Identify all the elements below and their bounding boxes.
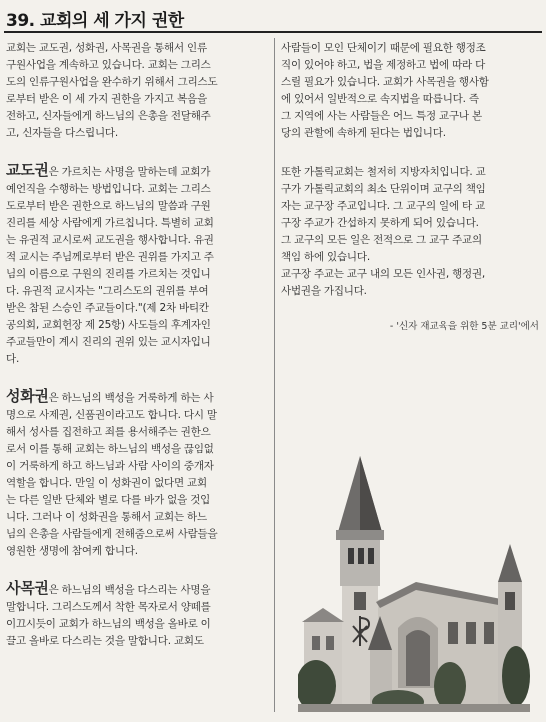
intro-paragraph: 교회는 교도권, 성화권, 사목권을 통해서 인류 구원사업을 계속하고 있습니다. 교회는 그리스 도의 인류구원사업을 완수하기 위해서 그리스도 로부터 받은 이 세 가지 권한을 가지고 복음을 전하고, 신자들에게 하느님의 은총을 전달해주 고, 신자들을 다스립니다. [6,42,218,139]
right-paragraph-1: 사람들이 모인 단체이기 때문에 필요한 행정조 직이 있어야 하고, 법을 제정하고 법에 따라 다 스릴 필요가 있습니다. 교회가 사목권을 행사함 에 있어서 일반적으로 속지법을 따릅니다. 즉 그 지역에 사는 사람들은 어느 특정 교구나 본 당의 관할에 속하게 된다는 법입니다. [281,42,489,139]
page-title: 39. 교회의 세 가지 권한 [6,11,184,31]
right-column [281,40,539,332]
section-teaching [6,162,268,368]
section-sanctifying-heading: 성화권 [6,388,49,405]
section-sanctifying [6,388,268,560]
section-governing [6,580,268,650]
right-paragraph-2: 또한 가톨릭교회는 철저히 지방자치입니다. 교 구가 가톨릭교회의 최소 단위이며 교구의 책임 자는 교구장 주교입니다. 그 교구의 일에 타 교 구장 주교가 간섭하지 못하게 되어 있습니다. 그 교구의 모든 일은 전적으로 그 교구 주교의 책임 하에 있습니다. [281,166,486,263]
section-teaching-heading: 교도권 [6,162,49,179]
section-governing-heading: 사목권 [6,580,49,597]
left-column [6,40,268,650]
church-photo [298,450,530,712]
source-citation: - '신자 재교육을 위한 5분 교리'에서 [389,321,539,332]
section-teaching-text: 은 가르치는 사명을 말하는데 교회가 예언직을 수행하는 방법입니다. 교회는 그리스 도로부터 받은 권한으로 하느님의 말씀과 구원 진리를 세상 사람에게 가르칩니다. 특별히 교회 는 유권적 교시로써 교도권을 행사합니다. 유권 적 교시는 주님께로부터 받은 권위를 가지고 주 님의 이름으로 구원의 진리를 가르치는 것입니 다. 유권적 교시자는 "그리스도의 권위를 부여 받은 참된 스승인 주교들이다."(제 2차 바티칸 공의회, 교회헌장 제 25항) 사도들의 후계자인 주교들만이 계시 진리의 권위 있는 교시자입니 다. [6,166,214,365]
title-rule [4,31,542,33]
section-governing-text: 은 하느님의 백성을 다스리는 사명을 말합니다. 그리스도께서 착한 목자로서 양떼를 이끄시듯이 교회가 하느님의 백성을 올바로 이 끌고 올바로 다스리는 것을 말합니다. 교회도 [6,584,211,647]
right-paragraph-3: 교구장 주교는 교구 내의 모든 인사권, 행정권, 사법권을 가집니다. [281,268,486,297]
section-sanctifying-text: 은 하느님의 백성을 거룩하게 하는 사 명으로 사제권, 신품권이라고도 합니다. 다시 말 해서 성사를 집전하고 죄를 용서해주는 권한으 로서 이를 통해 교회는 하느님의 백성을 끊임없 이 거룩하게 하고 하느님과 사람 사이의 중개자 역할을 합니다. 만일 이 성화권이 없다면 교회 는 다른 일반 단체와 별로 다를 바가 없을 것입 니다. 그러나 이 성화권을 통해서 교회는 하느 님의 은총을 사람들에게 전해줌으로써 사람들을 영원한 생명에 참여케 합니다. [6,392,218,557]
column-divider [274,38,275,712]
